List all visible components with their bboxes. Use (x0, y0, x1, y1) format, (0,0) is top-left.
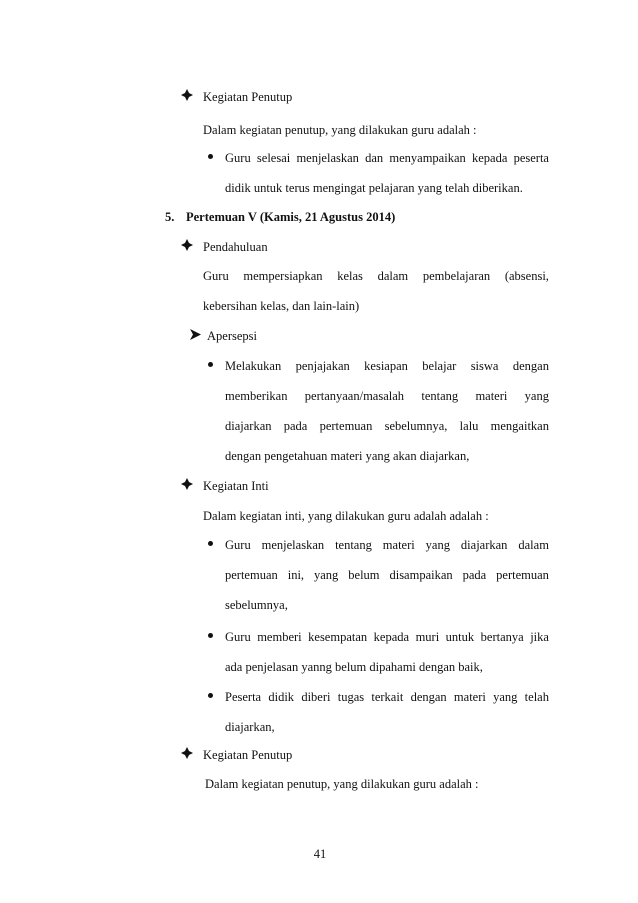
paragraph-line (203, 268, 549, 284)
word: disampaikan (389, 568, 453, 582)
word: mempersiapkan (243, 269, 323, 283)
word: pertemuan (225, 568, 278, 582)
word: materi (453, 690, 486, 704)
word: jika (530, 630, 549, 644)
word: diajarkan (225, 419, 272, 433)
bullet-dot-icon (208, 693, 213, 698)
bullet-text-line (225, 567, 549, 583)
word: yang (425, 538, 450, 552)
word: kesempatan (308, 630, 368, 644)
section-number: 5. (165, 210, 175, 224)
word: dengan (410, 690, 447, 704)
word: Guru (225, 538, 251, 552)
heading-kegiatan-inti: Kegiatan Inti (203, 479, 269, 493)
word: Guru (225, 630, 251, 644)
word: pembelajaran (422, 269, 491, 283)
bullet-dot-icon (208, 362, 213, 367)
word: yang (314, 568, 339, 582)
bullet-text-line: didik untuk terus mengingat pelajaran yang telah diberikan. (225, 181, 523, 195)
word: memberikan (225, 389, 288, 403)
word: peserta (513, 151, 549, 165)
bullet-text-line (225, 629, 549, 645)
page-number: 41 (313, 847, 327, 861)
bullet-text-line: diajarkan, (225, 720, 275, 734)
bullet-text-line (225, 537, 549, 553)
word: Guru (225, 151, 251, 165)
word: dalam (377, 269, 409, 283)
word: dalam (518, 538, 549, 552)
bullet-text-line: sebelumnya, (225, 598, 288, 612)
word: sebelumnya, (384, 419, 448, 433)
word: kelas (337, 269, 363, 283)
word: tentang (421, 389, 459, 403)
arrowhead-icon (188, 328, 202, 344)
word: kesiapan (364, 359, 408, 373)
paragraph-penutup-intro: Dalam kegiatan penutup, yang dilakukan guru adalah : (205, 777, 479, 791)
word: kepada (373, 630, 410, 644)
paragraph-penutup-intro: Dalam kegiatan penutup, yang dilakukan guru adalah : (203, 123, 477, 137)
bullet-text-line: dengan pengetahuan materi yang akan diajarkan, (225, 449, 470, 463)
diamond-four-icon (180, 89, 194, 105)
word: didik (268, 690, 295, 704)
word: selesai (256, 151, 291, 165)
diamond-four-icon (180, 478, 194, 494)
word: pertanyaan/masalah (304, 389, 405, 403)
word: yang (524, 389, 549, 403)
word: memberi (257, 630, 302, 644)
word: tentang (335, 538, 372, 552)
paragraph-line: kebersihan kelas, dan lain-lain) (203, 299, 360, 313)
bullet-dot-icon (208, 154, 213, 159)
word: pertemuan (496, 568, 549, 582)
bullet-text-line (225, 418, 549, 434)
word: tugas (337, 690, 365, 704)
word: diberi (301, 690, 331, 704)
bullet-dot-icon (208, 633, 213, 638)
paragraph-inti-intro: Dalam kegiatan inti, yang dilakukan guru adalah adalah : (203, 509, 489, 523)
diamond-four-icon (180, 747, 194, 763)
word: siswa (470, 359, 499, 373)
word: dengan (512, 359, 549, 373)
bullet-dot-icon (208, 541, 213, 546)
heading-kegiatan-penutup: Kegiatan Penutup (203, 748, 293, 762)
word: diajarkan (460, 538, 508, 552)
word: menjelaskan (296, 151, 359, 165)
word: kepada (471, 151, 508, 165)
heading-pendahuluan: Pendahuluan (203, 240, 268, 254)
word: pada (462, 568, 487, 582)
word: Guru (203, 269, 229, 283)
word: lalu (459, 419, 479, 433)
bullet-text-line (225, 150, 549, 166)
diamond-four-icon (180, 239, 194, 255)
section-title: Pertemuan V (Kamis, 21 Agustus 2014) (186, 210, 396, 224)
word: Melakukan (225, 359, 282, 373)
word: belum (348, 568, 380, 582)
word: materi (382, 538, 415, 552)
word: Peserta (225, 690, 262, 704)
bullet-text-line (225, 388, 549, 404)
subheading-apersepsi: Apersepsi (207, 329, 257, 343)
heading-kegiatan-penutup: Kegiatan Penutup (203, 90, 293, 104)
word: materi (475, 389, 508, 403)
word: menyampaikan (389, 151, 466, 165)
word: dan (365, 151, 384, 165)
word: telah (524, 690, 549, 704)
word: (absensi, (504, 269, 549, 283)
word: mengaitkan (490, 419, 549, 433)
word: belajar (422, 359, 457, 373)
word: untuk (445, 630, 475, 644)
word: pada (283, 419, 308, 433)
word: menjelaskan (261, 538, 325, 552)
word: penjajakan (295, 359, 350, 373)
word: pertemuan (319, 419, 373, 433)
word: yang (493, 690, 518, 704)
word: terkait (371, 690, 404, 704)
word: bertanya (480, 630, 524, 644)
word: ini, (287, 568, 305, 582)
word: muri (415, 630, 440, 644)
bullet-text-line: ada penjelasan yanng belum dipahami dengan baik, (225, 660, 483, 674)
bullet-text-line (225, 358, 549, 374)
bullet-text-line (225, 689, 549, 705)
